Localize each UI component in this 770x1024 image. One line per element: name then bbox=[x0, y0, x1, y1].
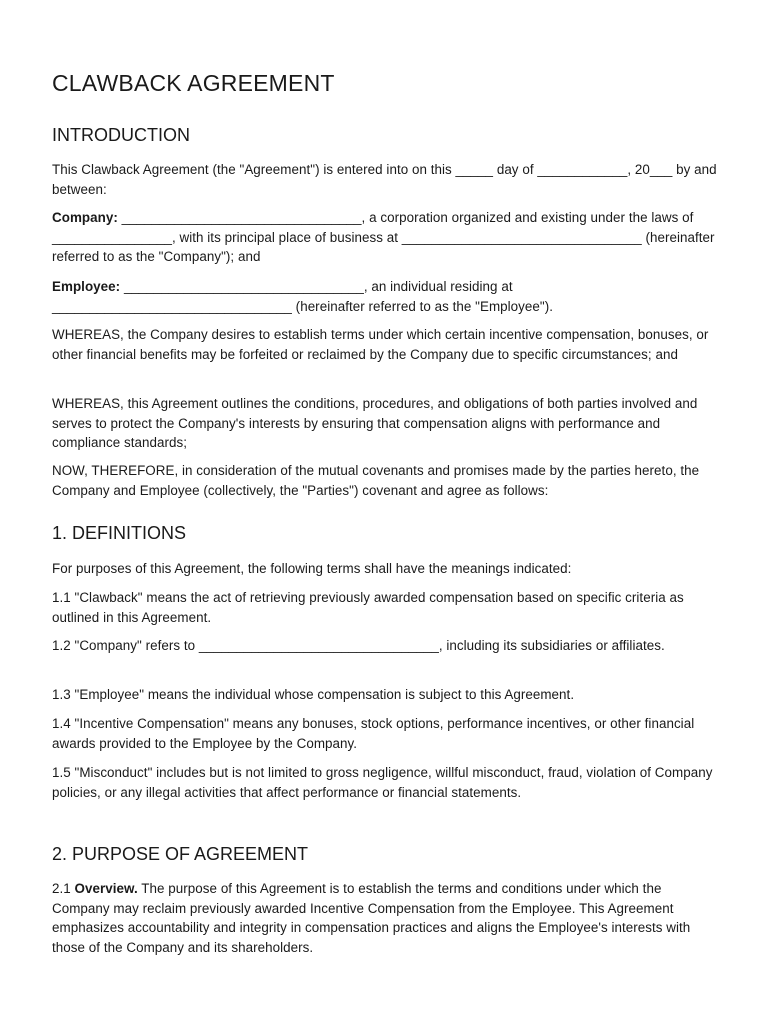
purpose-overview-paragraph bbox=[52, 879, 722, 957]
whereas-paragraph-1: WHEREAS, the Company desires to establish terms under which certain incentive compensation, bonuses, or other financial benefits may be forfeited or reclaimed by the Company due to specific circumstances; and bbox=[52, 327, 709, 362]
company-label: Company: bbox=[52, 210, 118, 225]
definition-item-company: 1.2 "Company" refers to ________________________________, including its subsidiaries or affiliates. bbox=[52, 638, 665, 653]
heading-definitions: 1. DEFINITIONS bbox=[52, 523, 187, 543]
definition-item-clawback: 1.1 "Clawback" means the act of retrieving previously awarded compensation based on specific criteria as outlined in this Agreement. bbox=[52, 590, 684, 625]
employee-party-paragraph bbox=[52, 277, 722, 316]
opening-paragraph: This Clawback Agreement (the "Agreement") is entered into on this _____ day of ____________, 20___ by and between: bbox=[52, 162, 717, 197]
whereas-paragraph-2: WHEREAS, this Agreement outlines the conditions, procedures, and obligations of both parties involved and serves to protect the Company's interests by ensuring that compensation aligns with performance and compliance standards; bbox=[52, 396, 698, 451]
employee-party-text: ________________________________, an individual residing at ________________________________ (hereinafter referred to as the "Employee"). bbox=[52, 279, 554, 314]
definition-item-incentive-compensation: 1.4 "Incentive Compensation" means any bonuses, stock options, performance incentives, or other financial awards provided to the Employee by the Company. bbox=[52, 716, 695, 751]
company-party-paragraph bbox=[52, 208, 722, 267]
company-party-text: ________________________________, a corporation organized and existing under the laws of ________________, with its principal place of business at ________________________________ (hereinafter referred to as the "Company"); and bbox=[52, 210, 715, 265]
heading-purpose: 2. PURPOSE OF AGREEMENT bbox=[52, 844, 309, 864]
overview-label: Overview. bbox=[74, 881, 138, 896]
definitions-intro: For purposes of this Agreement, the following terms shall have the meanings indicated: bbox=[52, 561, 572, 576]
overview-text: The purpose of this Agreement is to establish the terms and conditions under which the Company may reclaim previously awarded Incentive Compensation from the Employee. This Agreement emphasizes accountability and integrity in compensation practices and aligns the Employee's interests with those of the Company and its shareholders. bbox=[52, 881, 691, 955]
overview-number: 2.1 bbox=[52, 881, 75, 896]
employee-label: Employee: bbox=[52, 279, 121, 294]
document-title: CLAWBACK AGREEMENT bbox=[52, 70, 335, 96]
definition-item-employee: 1.3 "Employee" means the individual whose compensation is subject to this Agreement. bbox=[52, 687, 575, 702]
definition-item-misconduct: 1.5 "Misconduct" includes but is not limited to gross negligence, willful misconduct, fraud, violation of Company policies, or any illegal activities that affect performance or financial statements. bbox=[52, 765, 713, 800]
now-therefore-paragraph: NOW, THEREFORE, in consideration of the mutual covenants and promises made by the parties hereto, the Company and Employee (collectively, the "Parties") covenant and agree as follows: bbox=[52, 463, 700, 498]
heading-introduction: INTRODUCTION bbox=[52, 125, 190, 145]
